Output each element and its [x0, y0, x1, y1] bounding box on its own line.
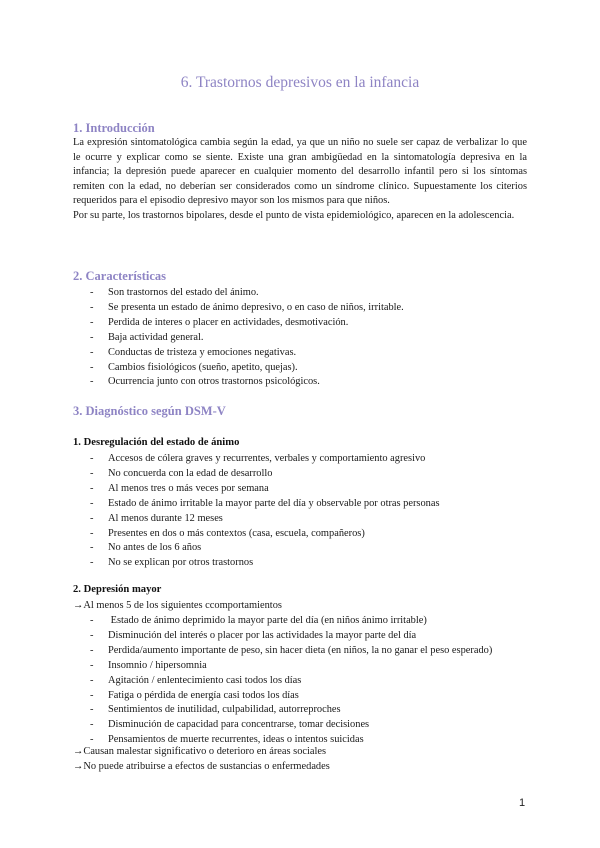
- list-bullet: -: [90, 301, 94, 313]
- list-item: - Pensamientos de muerte recurrentes, ideas o intentos suicidas: [73, 733, 533, 748]
- list-bullet: -: [90, 316, 94, 328]
- list-bullet: -: [90, 346, 94, 358]
- section-heading-caracteristicas: 2. Características: [73, 269, 167, 283]
- list-bullet: -: [90, 689, 94, 701]
- list-bullet: -: [90, 734, 94, 746]
- list-item: - Estado de ánimo deprimido la mayor parte del día (en niños ánimo irritable): [73, 614, 533, 629]
- list-item: - Perdida de interes o placer en actividades, desmotivación.: [73, 316, 533, 331]
- list-bullet: -: [90, 542, 94, 554]
- page-title: 6. Trastornos depresivos en la infancia: [180, 74, 420, 91]
- list-item: - Al menos tres o más veces por semana: [73, 482, 533, 497]
- list-item: - No antes de los 6 años: [73, 541, 533, 556]
- list-bullet: -: [90, 644, 94, 656]
- page-number: 1: [519, 797, 526, 809]
- section-heading-introduccion: 1. Introducción: [73, 121, 155, 135]
- list-item: - Son trastornos del estado del ánimo.: [73, 286, 533, 301]
- list-item: - Agitación / enlentecimiento casi todos los días: [73, 674, 533, 689]
- subsection-heading-depresion: 2. Depresión mayor: [73, 584, 162, 595]
- list-item: - No se explican por otros trastornos: [73, 556, 533, 571]
- depresion-list: [73, 614, 533, 748]
- list-bullet: -: [90, 557, 94, 569]
- list-item: - No concuerda con la edad de desarrollo: [73, 467, 533, 482]
- list-bullet: -: [90, 482, 94, 494]
- list-item: - Estado de ánimo irritable la mayor parte del día y observable por otras personas: [73, 497, 533, 512]
- list-bullet: -: [90, 331, 94, 343]
- list-item: - Sentimientos de inutilidad, culpabilidad, autorreproches: [73, 703, 533, 718]
- list-item: - Disminución de capacidad para concentrarse, tomar decisiones: [73, 718, 533, 733]
- list-item: - Fatiga o pérdida de energía casi todos los días: [73, 689, 533, 704]
- list-item: - Presentes en dos o más contextos (casa, escuela, compañeros): [73, 527, 533, 542]
- caracteristicas-list: [73, 286, 533, 390]
- list-bullet: -: [90, 659, 94, 671]
- list-bullet: -: [90, 704, 94, 716]
- intro-paragraph: Por su parte, los trastornos bipolares, desde el punto de vista epidemiológico, aparecen en la adolescencia.: [73, 209, 515, 221]
- list-bullet: -: [90, 361, 94, 373]
- list-bullet: -: [90, 719, 94, 731]
- desregulacion-list: [73, 452, 533, 571]
- list-bullet: -: [90, 497, 94, 509]
- list-item: - Disminución del interés o placer por las actividades la mayor parte del día: [73, 629, 533, 644]
- subsection-heading-desregulacion: 1. Desregulación del estado de ánimo: [73, 437, 240, 448]
- list-item: - Baja actividad general.: [73, 331, 533, 346]
- arrow-note: →No puede atribuirse a efectos de sustancias o enfermedades: [73, 761, 330, 772]
- list-bullet: -: [90, 527, 94, 539]
- list-bullet: -: [90, 453, 94, 464]
- list-item: - Conductas de tristeza y emociones negativas.: [73, 346, 533, 361]
- arrow-note: →Causan malestar significativo o deterioro en áreas sociales: [73, 746, 327, 757]
- list-item: - Al menos durante 12 meses: [73, 512, 533, 527]
- list-bullet: -: [90, 512, 94, 524]
- list-item: - Insomnio / hipersomnia: [73, 659, 533, 674]
- list-bullet: -: [90, 376, 94, 388]
- arrow-note: →Al menos 5 de los siguientes ccomportamientos: [73, 600, 282, 611]
- list-item: - Accesos de cólera graves y recurrentes, verbales y comportamiento agresivo: [73, 452, 533, 467]
- list-bullet: -: [90, 467, 94, 479]
- list-item: - Perdida/aumento importante de peso, sin hacer dieta (en niños, la no ganar el peso esperado): [73, 644, 533, 659]
- intro-paragraph: La expresión sintomatológica cambia según la edad, ya que un niño no suele ser capaz de verbalizar lo que le ocurre y explicar como se siente. Existe una gran ambigüedad en la sintomatología depresiva en la infancia; la depresión puede aparecer en cualquier momento del desarrollo infantil pero si los síntomas remiten con la edad, no deberían ser considerados como un síndrome clínico. Supuestamente los citerios requeridos para el episodio depresivo mayor son los mismos para que niños.: [73, 137, 527, 207]
- list-bullet: -: [90, 287, 94, 298]
- list-item: - Se presenta un estado de ánimo depresivo, o en caso de niños, irritable.: [73, 301, 533, 316]
- section-heading-diagnostico: 3. Diagnóstico según DSM-V: [73, 404, 226, 418]
- list-bullet: -: [90, 674, 94, 686]
- list-bullet: -: [90, 629, 94, 641]
- list-bullet: -: [90, 615, 94, 626]
- list-item: - Ocurrencia junto con otros trastornos psicológicos.: [73, 375, 533, 390]
- intro-body: [73, 136, 527, 224]
- list-item: - Cambios fisiológicos (sueño, apetito, quejas).: [73, 361, 533, 376]
